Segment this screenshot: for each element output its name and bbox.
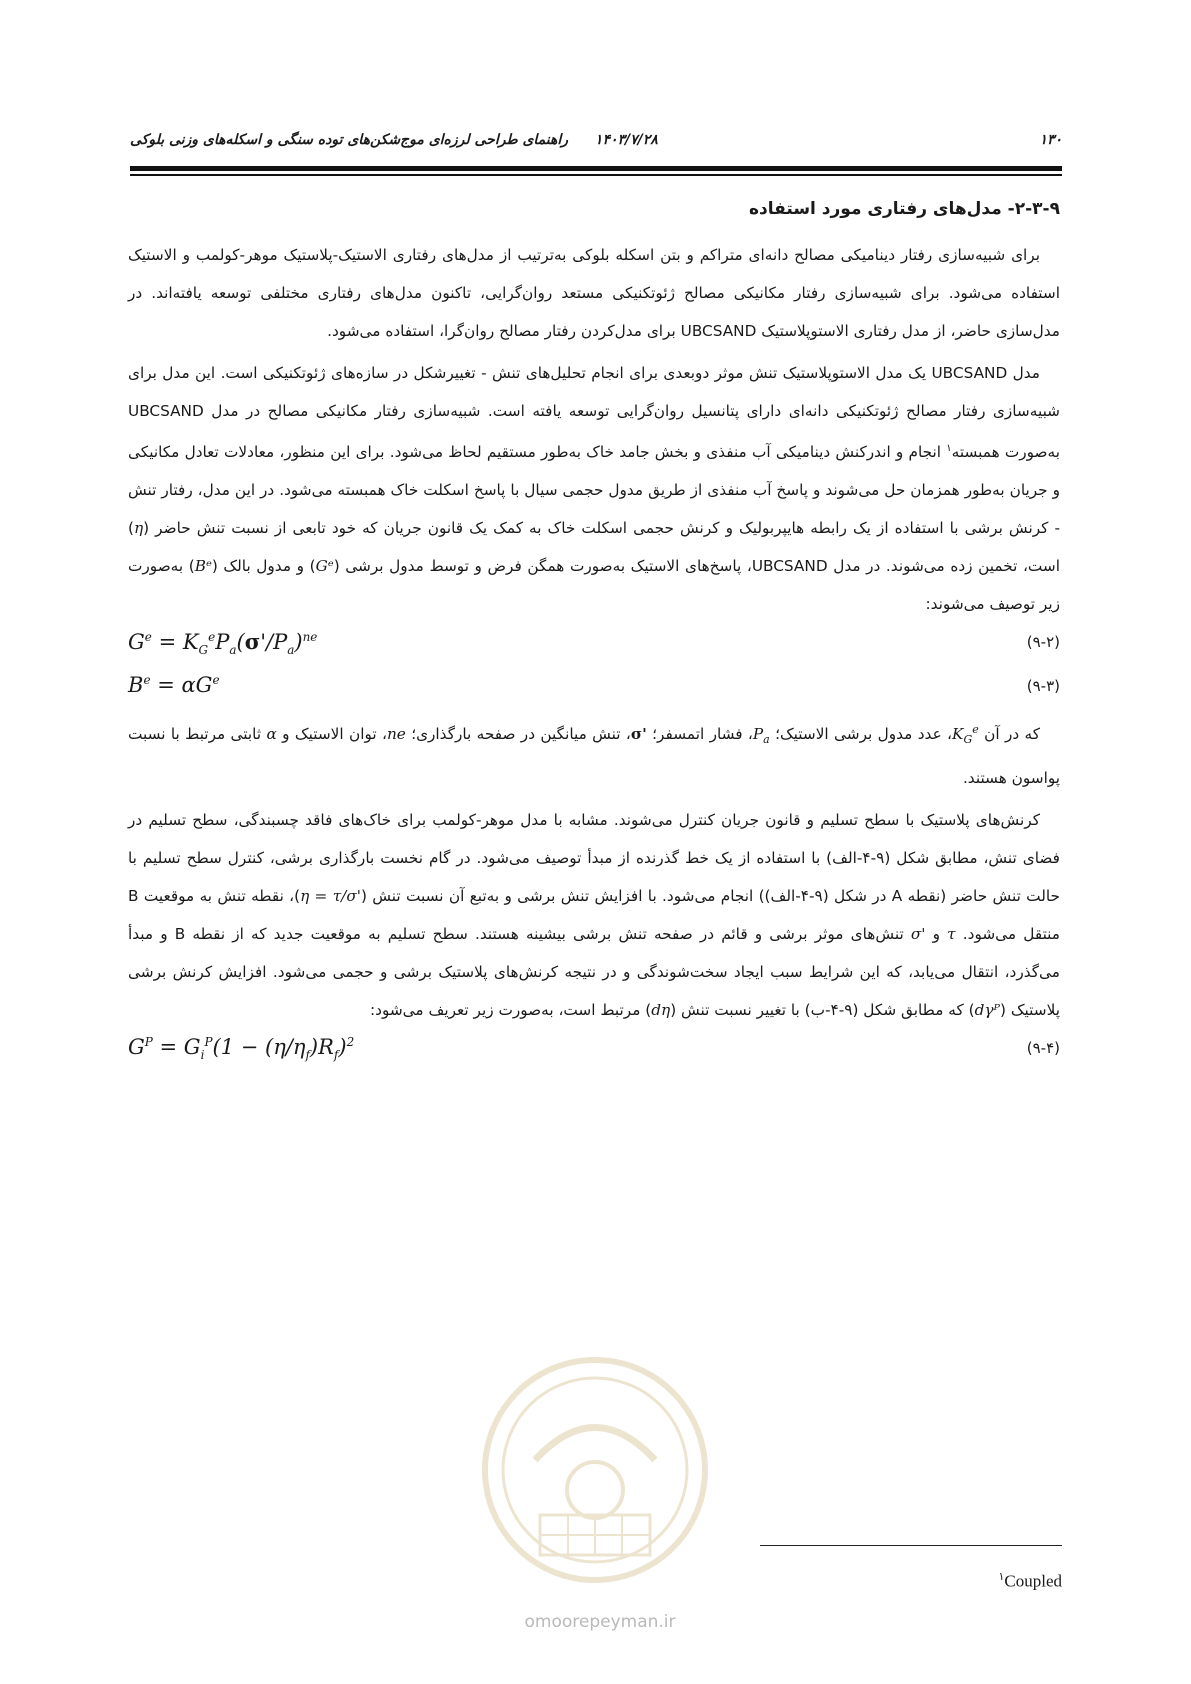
paragraph-4-text-e: ) که مطابق شکل (۹-۴-ب) با تغییر نسبت تنش (: [670, 1001, 975, 1020]
paragraph-4: [128, 801, 1060, 1029]
paragraph-3-text-d: ، تنش میانگین در صفحه بارگذاری؛: [405, 725, 631, 744]
pa-symbol: $P_a$: [752, 725, 770, 747]
paragraph-3: [128, 711, 1060, 797]
paragraph-2-text-b: انجام و اندرکنش دینامیکی آب منفذی و بخش جامد خاک به‌طور مستقیم لحاظ می‌شود. برای این منظور، معادلات تعادل مکانیکی و جریان به‌طور همزمان حل می‌شوند و پاسخ آب منفذی از طریق مدول حجمی سیال با پاسخ اسکلت خاک همبسته می‌شود. در این مدل، رفتار تنش - کرنش برشی با استفاده از یک رابطه هایپربولیک و کرنش حجمی اسکلت خاک به کمک یک قانون جریان که خود تابعی از نسبت تنش حاضر (: [128, 443, 1060, 538]
paragraph-2: [128, 354, 1060, 623]
equation-9-4-number: (۹-۴): [1026, 1039, 1060, 1058]
paragraph-4-text-d: تنش‌های موثر برشی و قائم در صفحه تنش برشی بیشینه هستند. سطح تسلیم به موقعیت جدید که از نقطه B و مبدأ می‌گذرد، انتقال می‌یابد، که این شرایط سبب ایجاد سخت‌شوندگی و در نتیجه کرنش‌های پلاستیک برشی و حجمی می‌شود. افزایش کرنش برشی پلاستیک (: [128, 925, 1060, 1020]
equation-9-2-formula: $G^e = K_G^eP_a(\sigma'/P_a)^{ne}$: [128, 629, 318, 658]
equation-9-3-formula: $B^e = \alpha G^e$: [128, 673, 220, 698]
ne-symbol: ne: [386, 725, 406, 744]
kg-symbol: $K_G^e$: [952, 723, 979, 747]
watermark-site: omoorepeyman.ir: [524, 1612, 676, 1632]
footnote: [760, 1570, 1062, 1592]
watermark-seal-icon: [480, 1355, 710, 1585]
tau-symbol: τ: [947, 925, 956, 944]
paragraph-2-text-e: ) به‌صورت زیر توصیف می‌شوند:: [128, 557, 1060, 614]
ge-symbol: Gᵉ: [315, 557, 334, 576]
header-date: ۱۴۰۳/۷/۲۸: [594, 132, 658, 148]
eta-ratio-symbol: η = τ/σ': [300, 887, 361, 906]
equation-9-3: [128, 667, 1060, 711]
paragraph-1: برای شبیه‌سازی رفتار دینامیکی مصالح دانه‌ای متراکم و بتن اسکله بلوکی به‌ترتیب از مدل‌های رفتاری الاستیک-پلاستیک موهر-کولمب و الاستیک استفاده می‌شود. برای شبیه‌سازی رفتار مکانیکی مصالح ژئوتکنیکی مستعد روان‌گرایی، تاکنون مدل‌های رفتاری مختلفی توسعه یافته‌اند. در مدل‌سازی حاضر، از مدل رفتاری الاستوپلاستیک UBCSAND برای مدل‌کردن رفتار مصالح روان‌گرا، استفاده می‌شود.: [128, 246, 1060, 340]
paragraph-3-text-c: ، فشار اتمسفر؛: [646, 725, 753, 744]
footnote-ref: ۱: [946, 443, 952, 454]
equation-9-2-number: (۹-۲): [1026, 633, 1060, 652]
paragraph-4-text-a: کرنش‌های پلاستیک با سطح تسلیم و قانون جریان کنترل می‌شوند. مشابه با مدل موهر-کولمب برای خاک‌های فاقد چسبندگی، سطح تسلیم در فضای تنش، مطابق شکل (۹-۴-الف) با استفاده از یک خط گذرنده از مبدأ توصیف می‌شود. در گام نخست بارگذاری برشی، کنترل سطح تسلیم با حالت تنش حاضر (نقطه A در شکل (۹-۴-الف)) انجام می‌شود. با افزایش تنش برشی و به‌تبع آن نسبت تنش (: [128, 811, 1060, 906]
be-symbol: Bᵉ: [194, 557, 212, 576]
paragraph-4-text-b: )، نقطه تنش به موقعیت B منتقل می‌شود.: [128, 887, 1060, 944]
paragraph-3-text-b: ، عدد مدول برشی الاستیک؛: [769, 725, 952, 744]
main-content: [128, 194, 1060, 1073]
equation-9-4: [128, 1029, 1060, 1073]
alpha-symbol: α: [266, 725, 277, 744]
equation-9-4-formula: $G^P = G_i^P(1 - (\eta/\eta_f)R_f)^2$: [128, 1035, 355, 1063]
footnote-text: Coupled: [1004, 1571, 1062, 1591]
header-rule-thin: [130, 174, 1062, 176]
sigma-prime-symbol: σ': [910, 925, 926, 944]
dgamma-symbol: dγᴾ: [974, 1001, 1001, 1020]
kg-symbol-base: K: [952, 725, 964, 744]
paragraph-3-text-f: ثابتی مرتبط با نسبت پواسون هستند.: [128, 725, 1060, 788]
paragraph-4-text-c: و: [925, 925, 948, 944]
footnote-rule: [760, 1545, 1062, 1546]
paragraph-2-text-a: مدل UBCSAND یک مدل الاستوپلاستیک تنش موثر دوبعدی برای انجام تحلیل‌های تنش - تغییرشکل در سازه‌های ژئوتکنیکی است. این مدل برای شبیه‌سازی رفتار مصالح ژئوتکنیکی دانه‌ای دارای پتانسیل روان‌گرایی توسعه یافته است. شبیه‌سازی رفتار مکانیکی مصالح در مدل UBCSAND به‌صورت همبسته: [128, 364, 1060, 462]
page-number: ۱۳۰: [1039, 132, 1062, 148]
equation-9-3-number: (۹-۳): [1026, 677, 1060, 696]
page-header: [130, 128, 1062, 156]
sigma-symbol: σ': [630, 725, 647, 744]
footnote-index: ۱: [998, 1571, 1005, 1583]
running-title: [130, 132, 658, 148]
header-rule-thick: [130, 166, 1062, 171]
pa-symbol-base: P: [752, 725, 764, 744]
equation-9-2: [128, 623, 1060, 667]
paragraph-3-text-a: که در آن: [978, 725, 1040, 744]
eta-symbol: η: [133, 519, 144, 538]
paragraph-4-text-f: ) مرتبط است، به‌صورت زیر تعریف می‌شود:: [370, 1001, 652, 1020]
deta-symbol: dη: [651, 1001, 671, 1020]
paragraph-2-text-d: ) و مدول بالک (: [211, 557, 316, 576]
section-title: ۲-۳-۹- مدل‌های رفتاری مورد استفاده: [749, 199, 1060, 219]
paragraph-2-text-c: ) است، تخمین زده می‌شوند. در مدل UBCSAND، پاسخ‌های الاستیک به‌صورت همگن فرض و توسط مدول برشی (: [128, 519, 1060, 576]
header-title: راهنمای طراحی لرزه‌ای موج‌شکن‌های توده سنگی و اسکله‌های وزنی بلوکی: [130, 132, 569, 148]
paragraph-3-text-e: ، توان الاستیک و: [276, 725, 387, 744]
